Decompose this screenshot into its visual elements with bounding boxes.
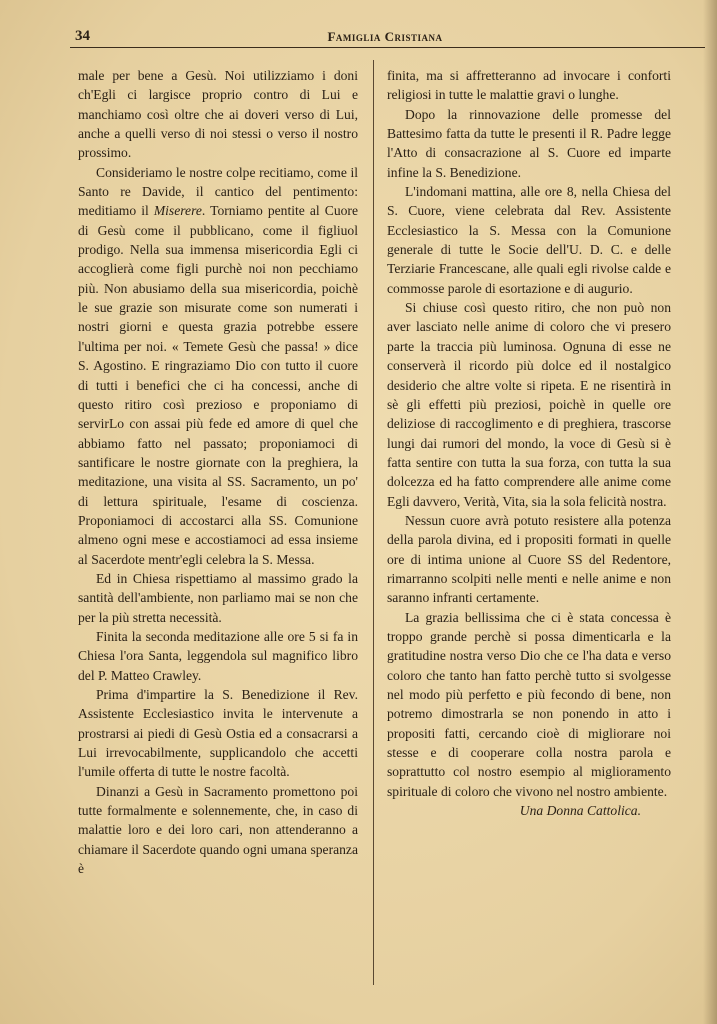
running-title: Famiglia Cristiana (327, 29, 443, 44)
author-signature: Una Donna Cattolica. (519, 803, 641, 819)
paragraph: Nessun cuore avrà potuto resistere alla potenza della parola divina, ed i propositi formati in quelle ore di intima unione al Cuore SS del Redentore, rimarranno scolpiti nelle menti e nelle anime e non saranno infranti certamente. (387, 512, 671, 606)
paragraph: Finita la seconda meditazione alle ore 5 si fa in Chiesa l'ora Santa, leggendola sul magnifico libro del P. Matteo Crawley. (78, 628, 358, 683)
paragraph: Dopo la rinnovazione delle promesse del Battesimo fatta da tutte le presenti il R. Padre legge l'Atto di consacrazione al S. Cuore ed imparte infine la S. Benedizione. (387, 106, 671, 180)
page-edge-shadow (703, 0, 717, 1024)
paragraph: male per bene a Gesù. Noi utilizziamo i doni ch'Egli ci largisce proprio contro di Lui e manchiamo così oltre che ai doveri verso di Lui, anche a quelli verso di noi stessi o verso il nostro prossimo. (78, 68, 358, 161)
paragraph: finita, ma si affretteranno ad invocare i conforti religiosi in tutte le malattie gravi o lunghe. (387, 68, 671, 103)
paragraph: Consideriamo le nostre colpe recitiamo, come il Santo re Davide, il cantico del pentimento: meditiamo il Miserere. Torniamo pentite al Cuore di Gesù come il pubblicano, come il figliuol prodigo. Nella sua immensa misericordia Egli ci accoglierà come figli purchè noi non pecchiamo più. Non abusiamo della sua misericordia, poichè le sue grazie son misurate come son numerati i nostri giorni e questa grazia potrebbe essere l'ultima per noi. « Temete Gesù che passa! » dice S. Agostino. E ringraziamo Dio con tutto il cuore di tutti i benefici che ci ha concessi, anche di questo ritiro così prezioso e proponiamo di servirLo con assai più fede ed amore di quel che abbiamo fatto nel passato; proponiamoci di santificare le nostre giornate con la preghiera, la meditazione, una visita al SS. Sacramento, un po' di lettura spirituale, l'esame di coscienza. Proponiamoci di accostarci alla SS. Comunione almeno ogni mese e accostiamoci ad essa insieme al Sacerdote mentr'egli celebra la S. Messa. (78, 164, 358, 567)
left-column (78, 66, 358, 878)
paragraph: Si chiuse così questo ritiro, che non può non aver lasciato nelle anime di coloro che vi presero parte la traccia più luminosa. Ognuna di esse ne conserverà il ricordo più dolce ed il nostalgico desiderio che altre volte si ripeta. E ne risentirà in sè gli effetti più preziosi, poichè in quelle ore deliziose di raccoglimento e di preghiera, trascorse lungi dai rumori del mondo, la voce di Gesù si è fatta sentire con tutta la sua forza, con tutta la sua dolcezza ed ha fatto comprendere alle anime come Egli davvero, Verità, Vita, sia la sola felicità nostra. (387, 300, 671, 509)
paragraph: Ed in Chiesa rispettiamo al massimo grado la santità dell'ambiente, non parliamo mai se non che per la più stretta necessità. (78, 570, 358, 625)
column-divider (373, 60, 374, 985)
paragraph: L'indomani mattina, alle ore 8, nella Chiesa del S. Cuore, viene celebrata dal Rev. Assistente Ecclesiastico la S. Messa con la Comunione generale di tutte le Socie dell'U. D. C. e delle Terziarie Francescane, alle quali egli rivolse calde e commosse parole di esortazione e di augurio. (387, 184, 671, 296)
italic-word: Miserere (153, 203, 202, 219)
paragraph: Dinanzi a Gesù in Sacramento promettono poi tutte formalmente e solennemente, che, in caso di malattie loro e dei loro cari, non attenderanno a chiamare il Sacerdote quando ogni umana speranza è (78, 783, 358, 877)
paragraph: La grazia bellissima che ci è stata concessa è troppo grande perchè si possa dimenticarla e la gratitudine nostra verso Dio che ce l'ha data e verso coloro che tanto han fatto perchè tutto si svolgesse nel modo più perfetto e più fecondo di bene, non potremo dimostrarla se non ponendo in atto i propositi fatti, cercando cioè di migliorare noi stesse e di cooperare colla nostra parola e soprattutto col nostro esempio al miglioramento spirituale di coloro che vivono nel nostro ambiente. (387, 609, 671, 799)
header-rule (70, 47, 705, 48)
paragraph: Prima d'impartire la S. Benedizione il Rev. Assistente Ecclesiastico invita le intervenute a prostrarsi ai piedi di Gesù Ostia ed a consacrarsi a Lui irrevocabilmente, supplicandolo che accetti l'umile offerta di tutte le nostre facoltà. (78, 687, 358, 780)
right-column (387, 66, 671, 820)
page-number: 34 (75, 28, 90, 44)
page-header (70, 26, 700, 46)
